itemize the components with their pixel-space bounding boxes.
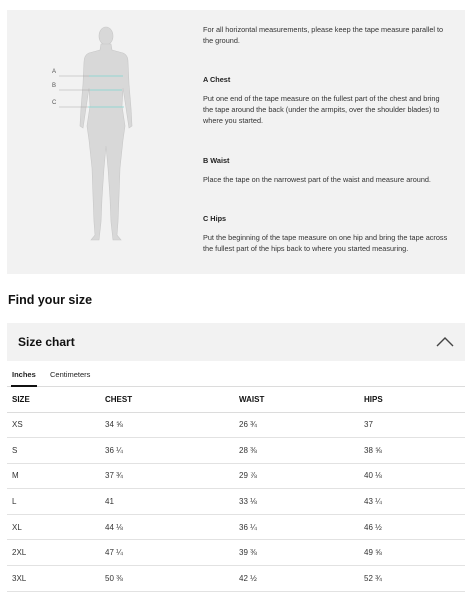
chest-cell: 41	[105, 489, 239, 515]
chest-cell: 47 ¼	[105, 540, 239, 566]
size-cell: M	[7, 463, 105, 489]
chest-cell: 37 ¾	[105, 463, 239, 489]
measurement-guide-panel	[7, 10, 465, 274]
hips-section-body: Put the beginning of the tape measure on one hip and bring the tape across the fullest part of the hips back to where you started measuring.	[203, 233, 448, 253]
table-row	[7, 412, 465, 438]
hips-cell: 43 ¼	[364, 489, 465, 515]
body-figure-illustration	[51, 22, 161, 262]
size-cell: S	[7, 438, 105, 464]
hips-cell: 52 ¾	[364, 566, 465, 592]
table-row	[7, 489, 465, 515]
chest-cell: 34 ⅝	[105, 412, 239, 438]
waist-section-title: B Waist	[203, 156, 230, 165]
hips-section-title: C Hips	[203, 214, 227, 223]
waist-cell: 42 ½	[239, 566, 364, 592]
table-row	[7, 540, 465, 566]
size-cell: XL	[7, 514, 105, 540]
table-row	[7, 566, 465, 592]
table-row	[7, 463, 465, 489]
size-cell: 2XL	[7, 540, 105, 566]
chest-cell: 36 ¼	[105, 438, 239, 464]
figure-label-b: B	[52, 83, 57, 89]
chest-cell: 50 ⅜	[105, 566, 239, 592]
table-header-row	[7, 387, 465, 412]
chest-section-body: Put one end of the tape measure on the fullest part of the chest and bring the tape around the back (under the armpits, over the shoulder blades) to where you started.	[203, 94, 440, 125]
woman-silhouette-icon	[80, 27, 132, 240]
waist-cell: 33 ⅛	[239, 489, 364, 515]
column-header-chest: CHEST	[105, 387, 239, 412]
instructions-intro: For all horizontal measurements, please keep the tape measure parallel to the ground.	[203, 25, 444, 45]
size-cell: 3XL	[7, 566, 105, 592]
chest-cell: 44 ⅛	[105, 514, 239, 540]
waist-cell: 39 ⅜	[239, 540, 364, 566]
waist-section-body: Place the tape on the narrowest part of the waist and measure around.	[203, 175, 431, 184]
size-chart-table	[7, 387, 465, 592]
figure-label-c: C	[52, 100, 57, 106]
tab-centimeters[interactable]: Centimeters	[50, 370, 91, 379]
column-header-hips: HIPS	[364, 387, 465, 412]
chest-section-title: A Chest	[203, 75, 231, 84]
hips-cell: 49 ⅝	[364, 540, 465, 566]
size-cell: XS	[7, 412, 105, 438]
column-header-waist: WAIST	[239, 387, 364, 412]
table-row	[7, 438, 465, 464]
column-header-size: SIZE	[7, 387, 105, 412]
waist-cell: 29 ⅞	[239, 463, 364, 489]
unit-tabs	[7, 366, 465, 387]
find-your-size-heading: Find your size	[8, 293, 93, 307]
hips-cell: 46 ½	[364, 514, 465, 540]
waist-cell: 28 ⅜	[239, 438, 364, 464]
hips-cell: 37	[364, 412, 465, 438]
chevron-up-icon[interactable]	[436, 336, 454, 348]
hips-cell: 38 ⅝	[364, 438, 465, 464]
hips-cell: 40 ⅛	[364, 463, 465, 489]
waist-cell: 36 ¼	[239, 514, 364, 540]
tab-inches[interactable]: Inches	[11, 370, 37, 387]
table-row	[7, 514, 465, 540]
size-chart-title: Size chart	[18, 335, 75, 349]
figure-label-a: A	[52, 69, 57, 75]
waist-cell: 26 ¾	[239, 412, 364, 438]
size-cell: L	[7, 489, 105, 515]
size-chart-accordion-header[interactable]	[7, 323, 465, 361]
